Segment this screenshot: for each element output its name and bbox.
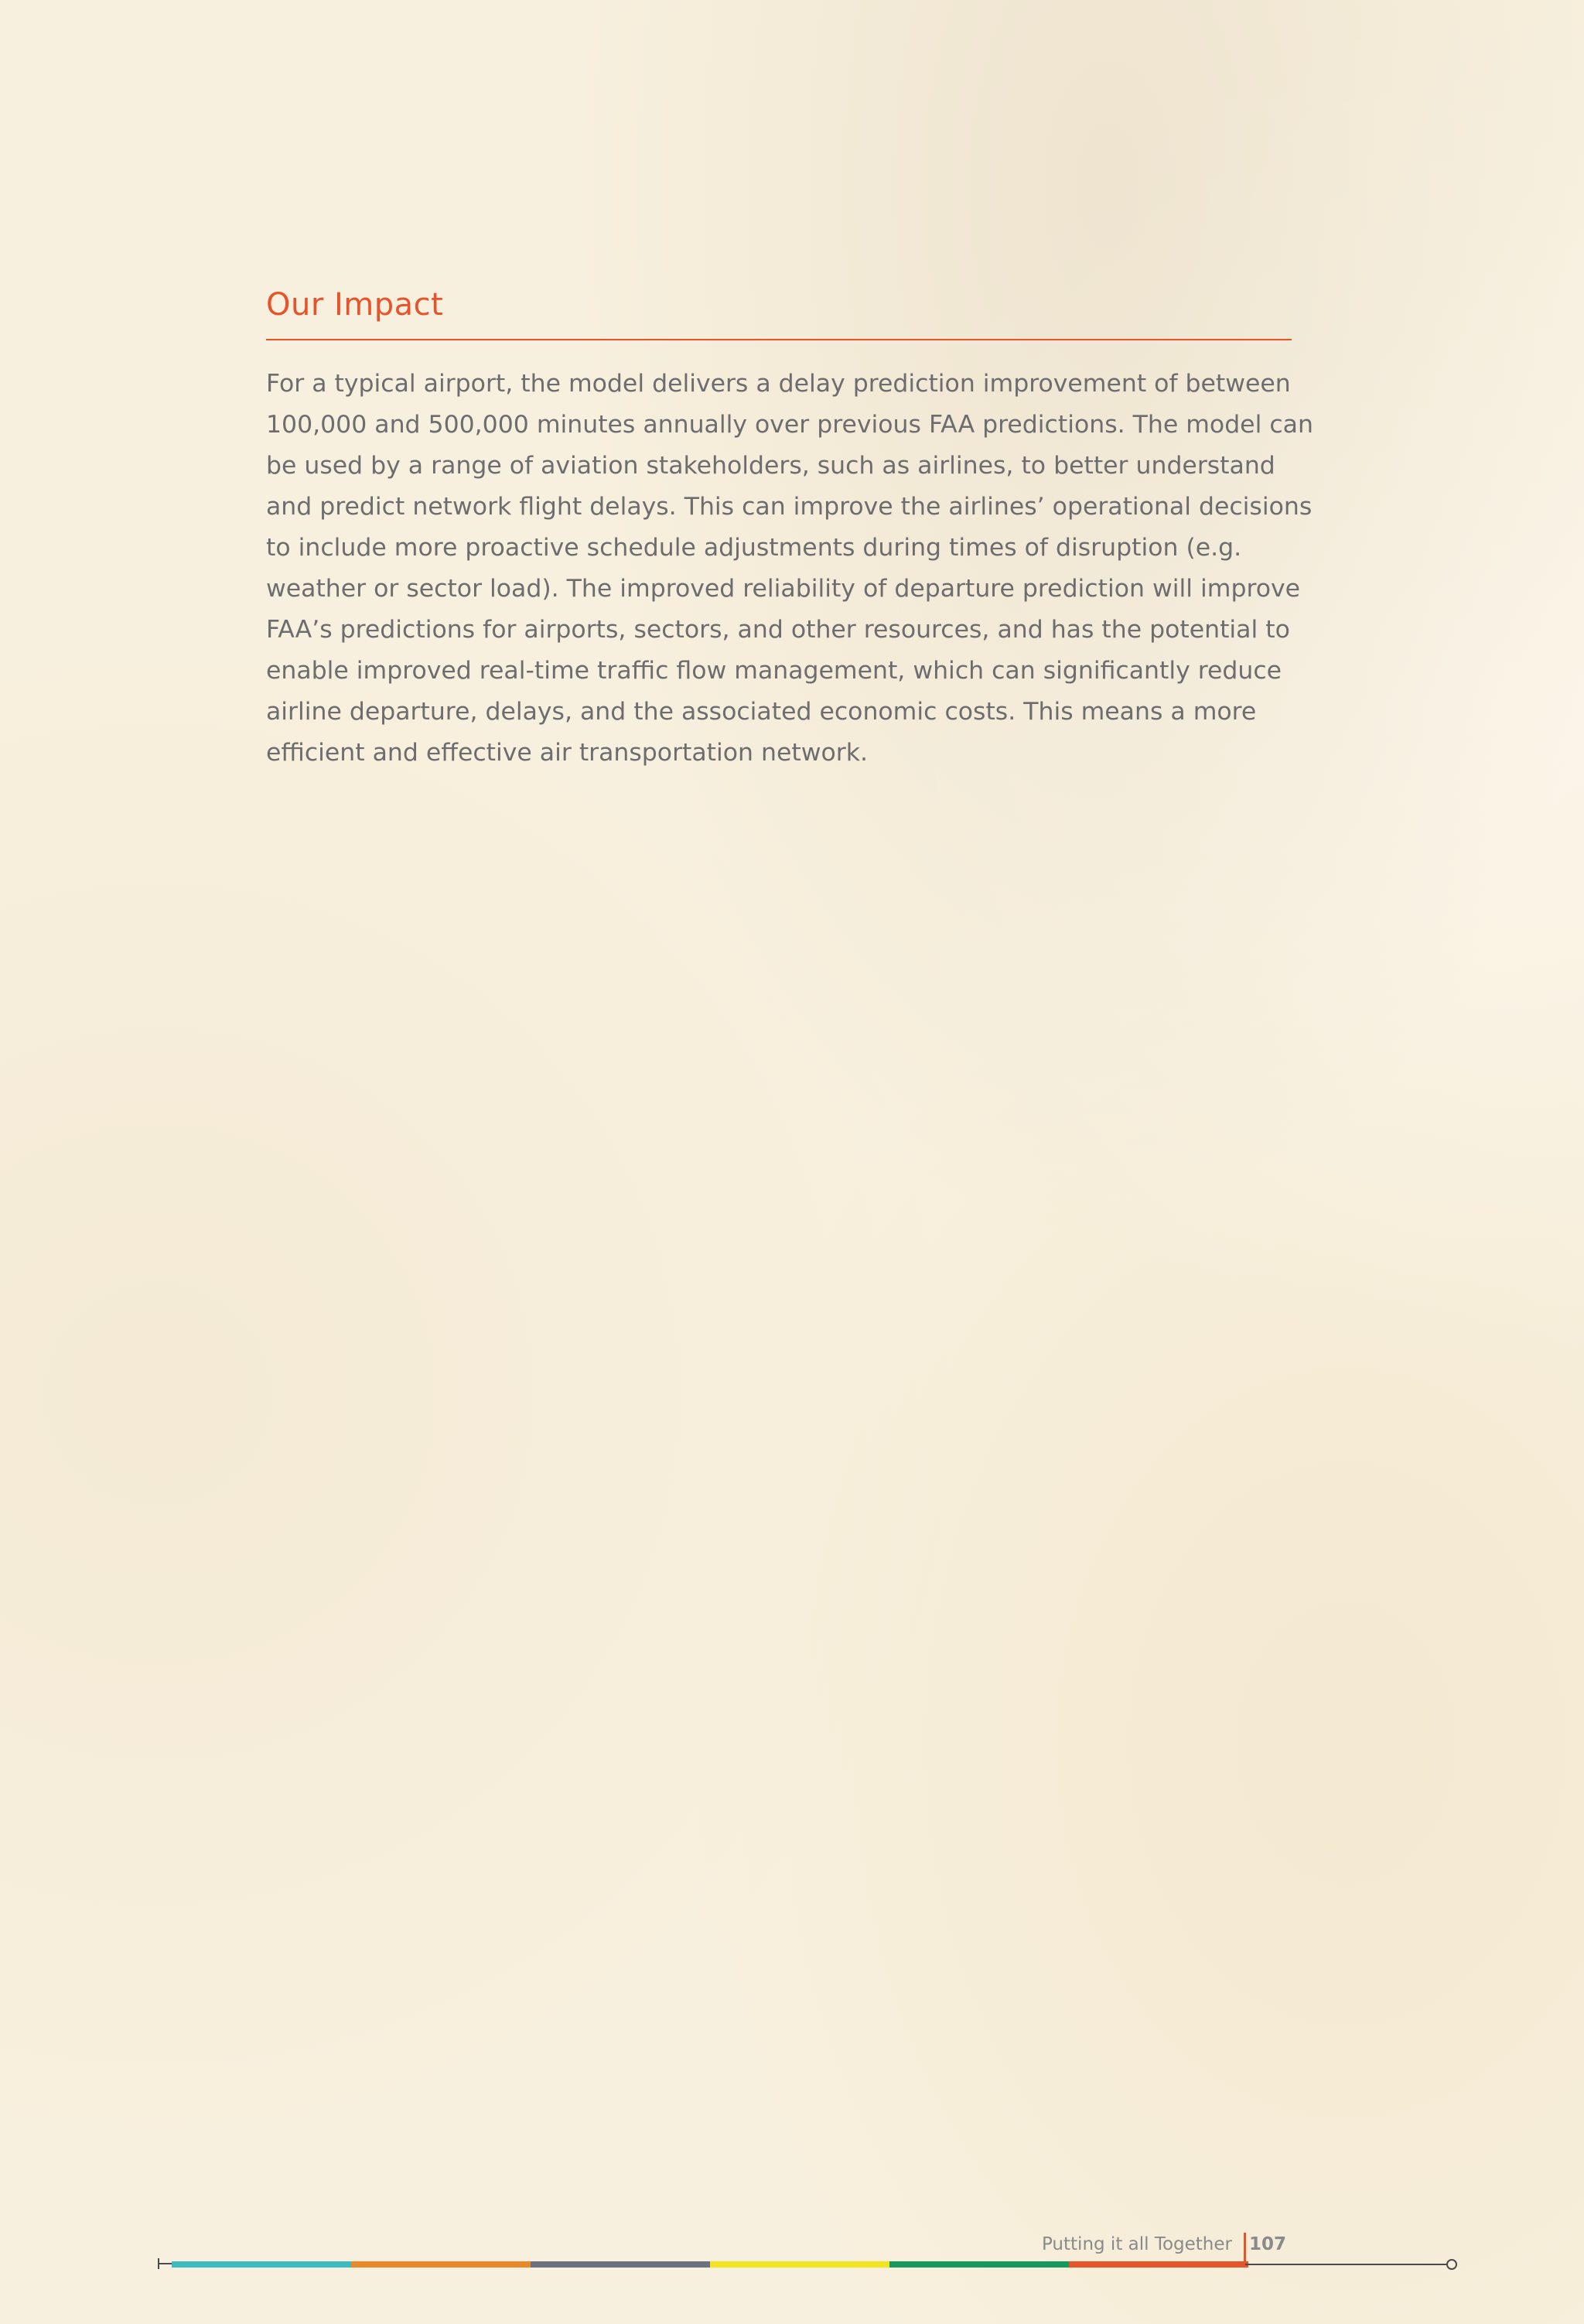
timeline-segment-1 [172, 2261, 351, 2268]
progress-timeline [172, 2261, 1248, 2268]
timeline-segment-3 [531, 2261, 710, 2268]
section-title: Our Impact [266, 287, 444, 323]
timeline-segment-4 [710, 2261, 889, 2268]
title-underline [266, 339, 1292, 340]
timeline-segment-5 [889, 2261, 1069, 2268]
timeline-end-circle-icon [1446, 2259, 1457, 2270]
page-number: 107 [1249, 2234, 1287, 2254]
timeline-segment-2 [351, 2261, 531, 2268]
timeline-remaining-line [1245, 2264, 1448, 2265]
timeline-start-line [159, 2263, 172, 2264]
section-body-paragraph: For a typical airport, the model delivers a delay prediction improvement of between 100,000 and 500,000 minutes annually over previous FAA predictions. The model can be used by a range of aviation stakeholders, such as airlines, to better understand and predict network flight delays. This can improve the airlines’ operational decisions to include more proactive schedule adjustments during times of disruption (e.g. weather or sector load). The improved reliability of departure prediction will improve FAA’s predictions for airports, sectors, and other resources, and has the potential to enable improved real-time traffic flow management, which can significantly reduce airline departure, delays, and the associated economic costs. This means a more efficient and effective air transportation network. [266, 370, 1313, 767]
timeline-segment-6 [1069, 2261, 1248, 2268]
page-footer [0, 2228, 1584, 2274]
footer-section-name: Putting it all Together [1041, 2234, 1232, 2254]
footer-divider [1244, 2233, 1246, 2264]
impact-section [266, 285, 1313, 774]
